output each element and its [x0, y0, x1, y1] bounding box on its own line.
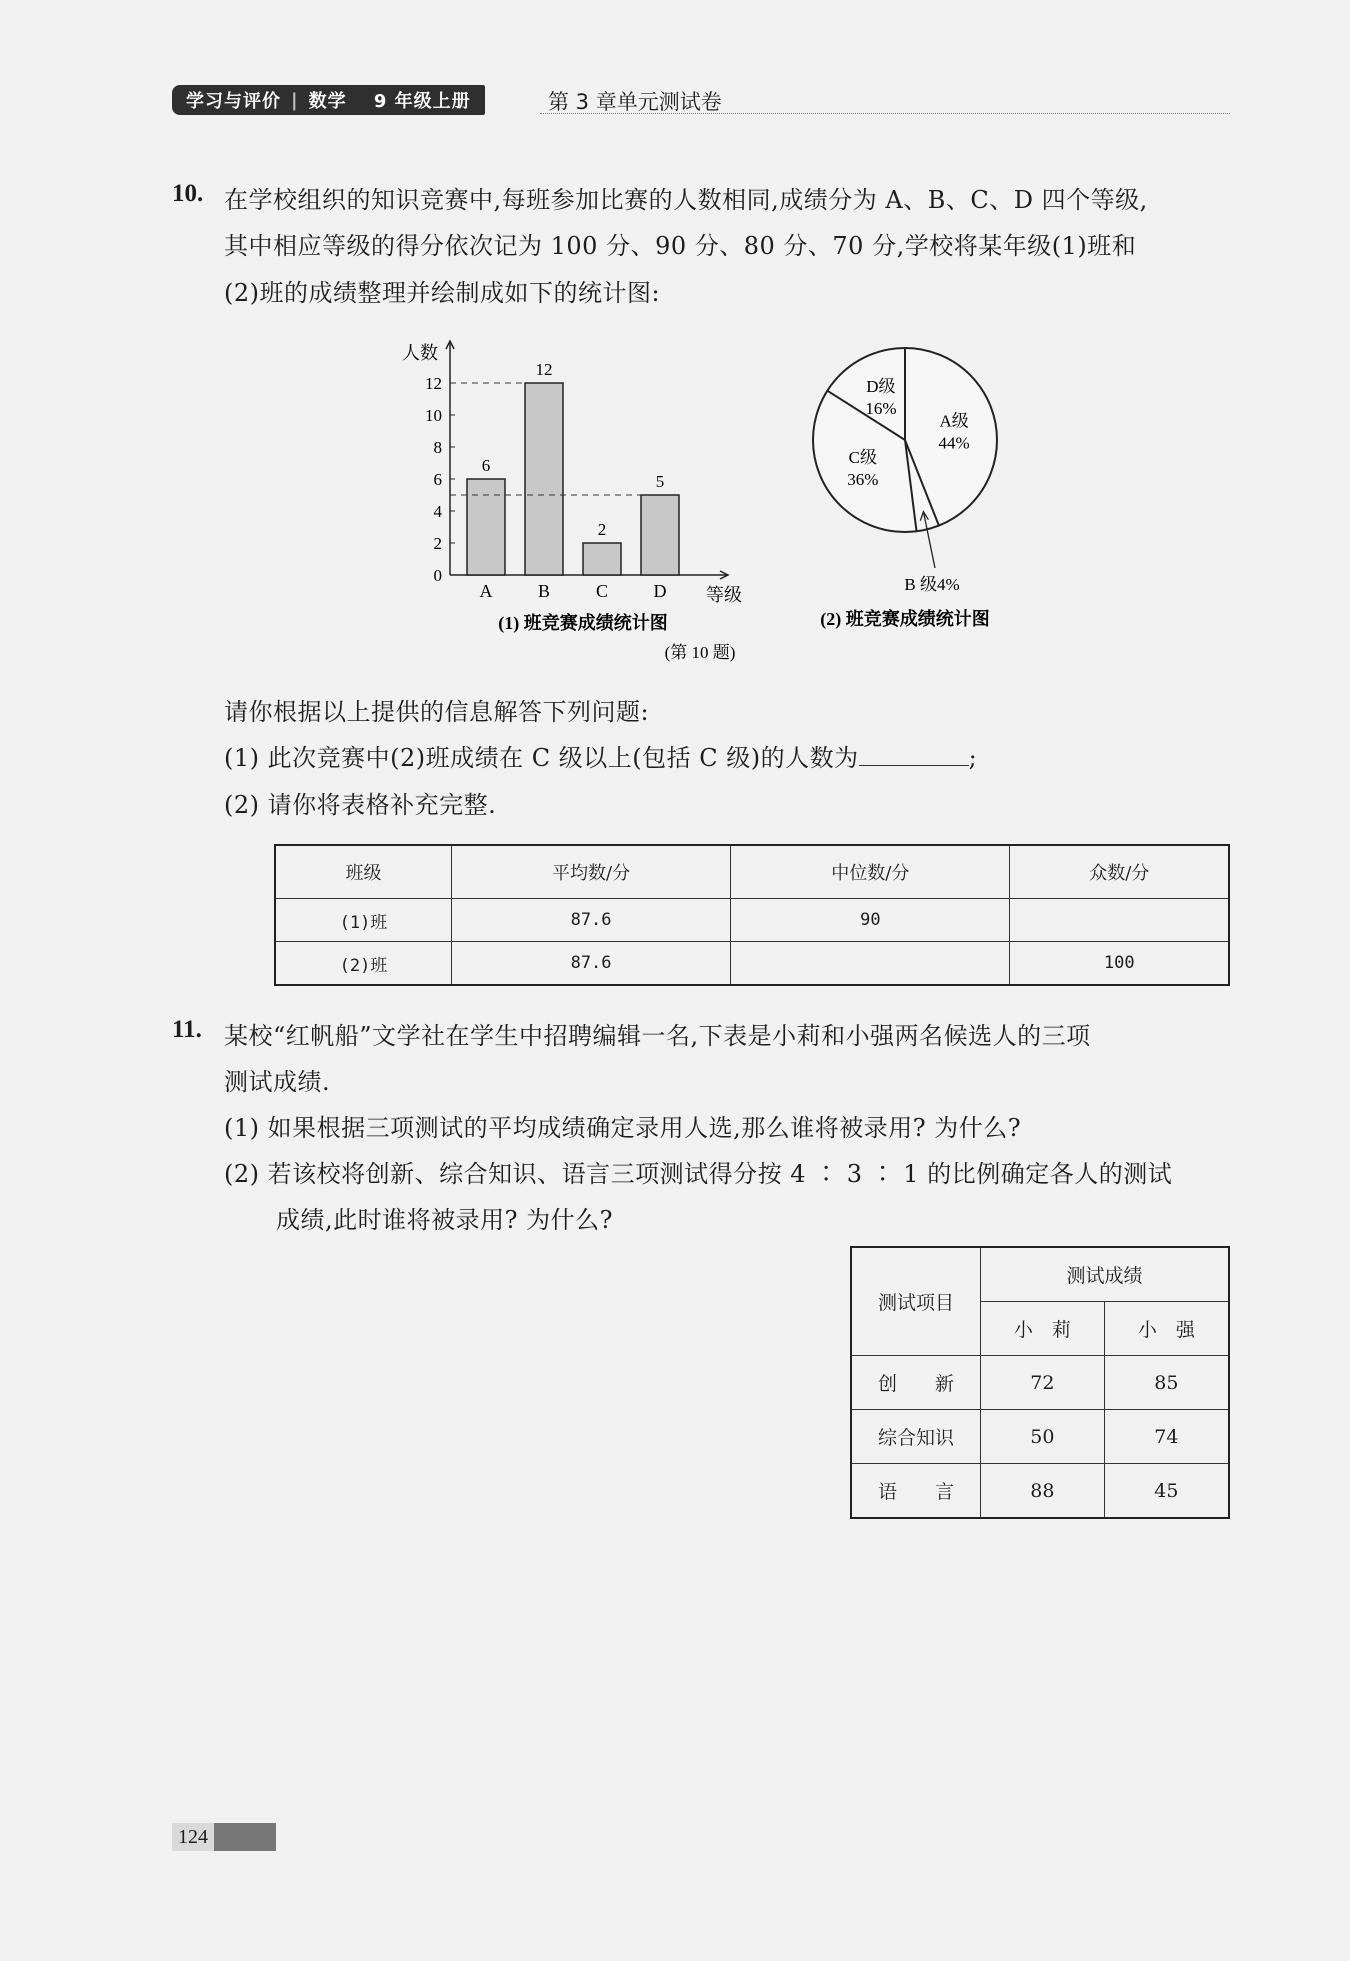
y-tick-label: 0	[433, 566, 442, 585]
pie-slice-percent: 36%	[847, 469, 879, 489]
question-11-number: 11.	[172, 1016, 202, 1043]
bar-chart-title: (1) 班竞赛成绩统计图	[498, 613, 668, 633]
q10-text-line-1: 在学校组织的知识竞赛中,每班参加比赛的人数相同,成绩分为 A、B、C、D 四个等级,	[224, 186, 1148, 214]
chapter-title: 第 3 章单元测试卷	[548, 90, 722, 114]
bar	[525, 383, 563, 575]
table-cell: 45	[1104, 1464, 1229, 1519]
pie-slice-percent: 16%	[865, 399, 897, 419]
bar-value-label: 5	[655, 472, 665, 491]
table-header-row	[851, 1247, 1229, 1302]
candidate-name: 小 强	[1104, 1302, 1229, 1356]
q11-sub-question-2: (2) 若该校将创新、综合知识、语言三项测试得分按 4 ∶ 3 ∶ 1 的比例确定各人的测试	[224, 1160, 1173, 1188]
figure-caption: (第 10 题)	[664, 643, 736, 662]
table-row	[851, 1464, 1229, 1519]
y-tick-label: 6	[433, 470, 442, 489]
pie-slice-percent: 44%	[938, 433, 970, 453]
bar	[583, 543, 621, 575]
pie-slice-label: A级	[939, 411, 969, 431]
test-item: 综合知识	[851, 1410, 981, 1464]
table-cell-blank[interactable]	[1010, 899, 1229, 942]
table-cell: 74	[1104, 1410, 1229, 1464]
class-1-bar-chart	[402, 341, 742, 662]
candidate-name: 小 莉	[981, 1302, 1105, 1356]
table-row	[275, 942, 1229, 986]
y-axis-label: 人数	[402, 343, 438, 363]
q10-text-line-2: 其中相应等级的得分依次记为 100 分、90 分、80 分、70 分,学校将某年级(1)班和	[224, 232, 1137, 260]
q11-sub-question-2-cont: 成绩,此时谁将被录用? 为什么?	[276, 1206, 613, 1234]
q10-sub-question-1	[224, 738, 977, 773]
table-cell-blank[interactable]	[731, 942, 1010, 986]
y-tick-label: 2	[433, 534, 442, 553]
q10-prompt: 请你根据以上提供的信息解答下列问题:	[224, 698, 650, 726]
x-axis-label: 等级	[706, 585, 742, 605]
q11-text-line-1: 某校“红帆船”文学社在学生中招聘编辑一名,下表是小莉和小强两名候选人的三项	[224, 1022, 1091, 1050]
answer-blank[interactable]	[859, 743, 969, 766]
table-cell: 85	[1104, 1356, 1229, 1410]
table-header-cell: 中位数/分	[731, 845, 1010, 899]
table-cell: 87.6	[451, 899, 730, 942]
table-group-header: 测试成绩	[981, 1247, 1230, 1302]
test-item: 创 新	[851, 1356, 981, 1410]
bar-value-label: 2	[597, 520, 607, 539]
q11-text-line-2: 测试成绩.	[224, 1068, 331, 1096]
q10-stats-table	[274, 844, 1230, 986]
pie-callout-label: B 级4%	[904, 575, 960, 594]
header-separator: |	[291, 89, 299, 111]
pie-slice-label: C级	[848, 447, 877, 467]
q10-sub1-end: ;	[968, 744, 978, 772]
book-title: 学习与评价	[186, 91, 281, 112]
table-cell: 90	[731, 899, 1010, 942]
question-10-number: 10.	[172, 180, 204, 207]
grade-label: 9 年级上册	[373, 91, 471, 112]
header-separator-2	[357, 90, 364, 111]
test-item: 语 言	[851, 1464, 981, 1519]
table-cell: 72	[981, 1356, 1105, 1410]
table-cell: (1)班	[275, 899, 451, 942]
table-header-cell: 平均数/分	[451, 845, 730, 899]
table-header-cell: 班级	[275, 845, 451, 899]
table-header-row	[275, 845, 1229, 899]
bar	[641, 495, 679, 575]
table-corner-cell: 测试项目	[851, 1247, 981, 1356]
y-tick-label: 12	[425, 374, 442, 393]
table-cell: 87.6	[451, 942, 730, 986]
x-tick-label: A	[479, 581, 493, 601]
pie-chart-title: (2) 班竞赛成绩统计图	[820, 609, 990, 629]
q10-text-line-3: (2)班的成绩整理并绘制成如下的统计图:	[224, 279, 661, 307]
bar-value-label: 6	[481, 456, 491, 475]
q11-score-table	[850, 1246, 1230, 1519]
pie-slice-label: D级	[866, 377, 896, 397]
table-cell: 88	[981, 1464, 1105, 1519]
bar-value-label: 12	[535, 360, 553, 379]
x-tick-label: C	[595, 581, 609, 601]
table-cell: (2)班	[275, 942, 451, 986]
table-cell: 50	[981, 1410, 1105, 1464]
book-header-band	[172, 85, 485, 115]
bar	[467, 479, 505, 575]
page-number: 124	[172, 1823, 214, 1851]
table-cell: 100	[1010, 942, 1229, 986]
q11-sub-question-1: (1) 如果根据三项测试的平均成绩确定录用人选,那么谁将被录用? 为什么?	[224, 1114, 1022, 1142]
header-rule	[540, 113, 1230, 114]
y-tick-label: 8	[433, 438, 442, 457]
class-2-pie-chart	[813, 348, 997, 630]
page-number-tab	[172, 1823, 276, 1851]
q10-sub1-text: (1) 此次竞赛中(2)班成绩在 C 级以上(包括 C 级)的人数为	[224, 744, 859, 772]
y-tick-label: 4	[433, 502, 442, 521]
table-row	[275, 899, 1229, 942]
x-tick-label: D	[653, 581, 667, 601]
table-header-cell: 众数/分	[1010, 845, 1229, 899]
y-tick-label: 10	[425, 406, 442, 425]
table-row	[851, 1356, 1229, 1410]
q10-sub-question-2: (2) 请你将表格补充完整.	[224, 791, 497, 819]
x-tick-label: B	[537, 581, 551, 601]
q10-figure	[0, 310, 1350, 670]
subject-label: 数学	[308, 91, 347, 112]
table-row	[851, 1410, 1229, 1464]
